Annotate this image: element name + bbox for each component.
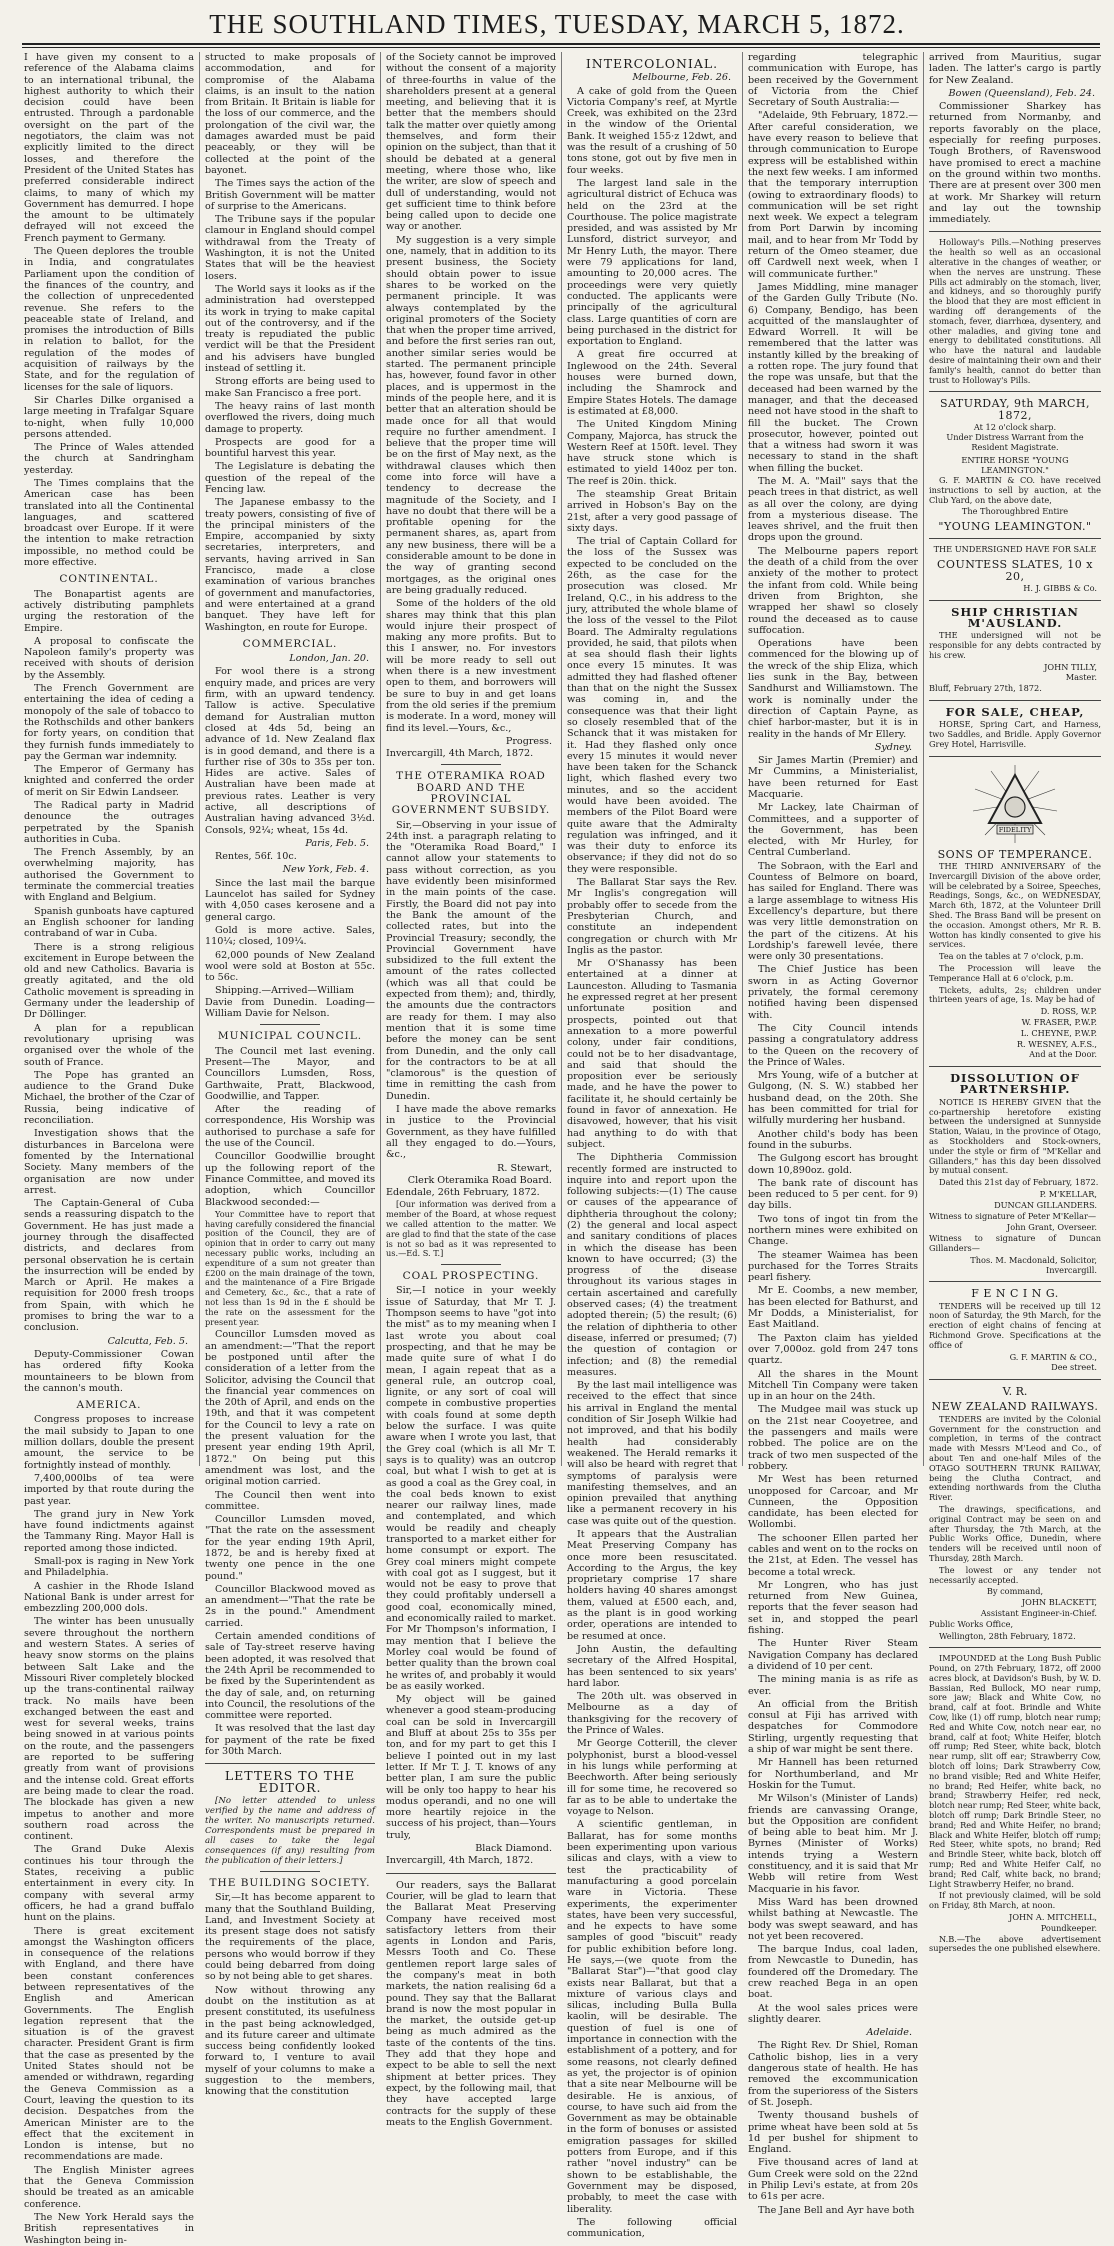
advert-auction-body: G. F. MARTIN & CO. have received instructions to sell by auction, at the Club Yard, on the above date, [929, 474, 1101, 505]
paragraph: Twenty thousand bushels of prime wheat have been sold at 5s 1d per bushel for shipment to England. [748, 2110, 918, 2156]
paragraph: The bank rate of discount has been reduced to 5 per cent. for 9) day bills. [748, 1177, 918, 1212]
paragraph: The heavy rains of last month overflowed the rivers, doing much damage to property. [205, 400, 375, 435]
paragraph: The Melbourne papers report the death of a child from the over anxiety of the mother to protect the infant from cold. While being driven from Brighton, she wrapped her shawl so closely round the deceased as to cause suffocation. [748, 545, 918, 636]
paragraph: Miss Ward has been drowned whilst bathing at Newcastle. The body was swept seaward, and has not yet been recovered. [748, 1896, 918, 1942]
paragraph: Now without throwing any doubt on the institution as at present constituted, its usefulness in the past being acknowledged, and its future career and ultimate success being confidently looked forward to, I venture to avail myself of your columns to make a suggestion to the members, knowing that the constitution [205, 1984, 375, 2098]
column-2 [205, 52, 375, 2098]
advert-fencing-signature-address: Dee street. [1051, 1362, 1097, 1373]
advert-auction-time: At 12 o'clock sharp. [973, 422, 1057, 432]
paragraph: Mr Wilson's (Minister of Lands) friends are canvassing Orange, but the Opposition are confident of being able to beat him. Mr J. Byrnes (Minister of Works) intends trying a Western constituency, and it is said that Mr Webb will retire from West Macquarie in his favor. [748, 1793, 918, 1895]
paragraph: All the shares in the Mount Mitchell Tin Company were taken up in an hour on the 24th. [748, 1368, 918, 1403]
paragraph: I have given my consent to a reference of the Alabama claims to an international tribunal, the highest authority to which their decision could have been entrusted. Through a pardonable oversight on the part of the negotiators, the claim was not explicitly limited to the direct losses, and therefore the President of the United States has preferred considerable indirect claims, to many of which my Government has demurred. I hope the amount to be ultimately defrayed will not exceed the French payment to Germany. [24, 52, 194, 244]
paragraph: Councillor Lumsden moved, "That the rate on the assessment for the year ending 19th April, 1872, be and is hereby fixed at twenty one pence in the one pound." [205, 1514, 375, 1582]
advert-dissolution-body: NOTICE IS HEREBY GIVEN that the co-partnership heretofore existing between the undersigned at Sunnyside Station, Waiau, in the province of Otago, as Stockholders and Stock-owners, under the style or firm of "M'Kellar and Gillanders," has this day been dissolved by mutual consent. [929, 1096, 1101, 1176]
section-heading-continental: CONTINENTAL. [59, 573, 159, 586]
advert-auction-sub: The Thoroughbred Entire [961, 506, 1069, 517]
advert-temperance-title: SONS OF TEMPERANCE. [937, 847, 1093, 861]
paragraph: It was resolved that the last day for payment of the rate be fixed for 30th March. [205, 1723, 375, 1758]
paragraph: Spanish gunboats have captured an English schooner for landing contraband of war in Cuba. [24, 905, 194, 940]
paragraph: The largest land sale in the agricultural district of Echuca was held on the 23rd at the Courthouse. The police magistrate presided, and was assisted by Mr Lunsford, district surveyor, and Mr Henry Luth, the mayor. There were 79 applications for land, amounting to 20,000 acres. The proceedings were very quietly conducted. The applicants were principally of the agricultural class. Large quantities of corn are being purchased in the district for exportation to England. [567, 177, 737, 348]
advert-railways-title: NEW ZEALAND RAILWAYS. [931, 1400, 1099, 1414]
paragraph: The Captain-General of Cuba sends a reassuring dispatch to the Government. He has just made a journey through the disaffected districts, and declares from personal observation he is certain the insurrection will be ended by March or April. He makes a requisition for 2000 fresh troops from Spain, with which he promises to bring the war to a conclusion. [24, 1198, 194, 1334]
paragraph: Prospects are good for a bountiful harvest this year. [205, 436, 375, 460]
paragraph: Five thousand acres of land at Gum Creek were sold on the 22nd in Philip Levi's estate, at from 20s to 61s per acre. [748, 2157, 918, 2203]
paragraph: James Middling, mine manager of the Garden Gully Tribute (No. 6) Company, Bendigo, has been acquitted of the manslaughter of Edward Worrell. It will be remembered that the latter was instantly killed by the breaking of a rotten rope. The jury found that the rope was unsafe, but that the deceased had been warned by the manager, and that the deceased need not have stood in the shaft to fill the bucket. The Crown prosecutor, however, pointed out that a witness had sworn it was necessary to stand in the shaft when filling the bucket. [748, 281, 918, 474]
advert-temperance-name: R. WESNEY, A.F.S., [1016, 1038, 1097, 1049]
advert-fencing-title: F E N C I N G. [971, 1287, 1059, 1301]
signature: R. Stewart, [497, 1162, 552, 1174]
paragraph: The Japanese embassy to the treaty powers, consisting of five of the principal ministers of the Empire, accompanied by sixty secretaries, interpreters, and servants, having arrived in San Francisco, made a close examination of various branches of government and manufactories, and were entertained at a grand banquet. They have left for Washington, en route for Europe. [205, 497, 375, 633]
paragraph: My suggestion is a very simple one, namely, that in addition to its present business, the Society should obtain power to issue shares to be worked on the permanent principle. It was always contemplated by the original promoters of the Society that when the proper time arrived, and before the first series ran out, another similar series would be started. The permanent principle has, however, found favor in other places, and is uppermost in the minds of the people here, and it is better that an alteration should be made once for all that would require no further amendment. I believe that the proper time will be on the first of May next, as the withdrawal clauses which then come into force will have a tendency to decrease the magnitude of the Society, and I have no doubt that there will be a profitable opening for the permanent shares, as, apart from any new business, there will be a considerable amount to be done in the way of granting second mortgages, as the original ones are being gradually reduced. [386, 234, 556, 596]
paragraph: The United Kingdom Mining Company, Majorca, has struck the Western Reef at 150ft. level. They have struck stone which is estimated to yield 140oz per ton. The reef is 20in. thick. [567, 419, 737, 487]
advert-ship-body: THE undersigned will not be responsible for any debts contracted by his crew. [929, 630, 1101, 660]
paragraph: The Prince of Wales attended the church at Sandringham yesterday. [24, 442, 194, 476]
advert-ship-signature: JOHN TILLY, [1044, 661, 1097, 672]
paragraph: Another child's body has been found in the suburbs. [748, 1128, 918, 1151]
paragraph: The World says it looks as if the administration had overstepped its work in trying to make capital out of the controversy, and if the treaty is repudiated the public verdict will be that the President and his advisers have bungled instead of settling it. [205, 283, 375, 375]
paragraph: The Times complains that the American case has been translated into all the Continental languages, and scattered broadcast over Europe. If it were the intention to make retraction impossible, no method could be more effective. [24, 477, 194, 569]
paragraph: Operations have been commenced for the blowing up of the wreck of the ship Eliza, which lies sunk in the Bay, between Sandhurst and Williamstown. The work is nominally under the direction of Captain Payne, as chief harbor-master, but it is in reality in the hands of Mr Ellery. [748, 638, 918, 740]
paragraph: I have made the above remarks in justice to the Provincial Government, as they have fulfilled all they engaged to do.—Yours, &c., [386, 1104, 556, 1161]
masthead-rule-thin [22, 47, 1100, 48]
paragraph: My object will be gained whenever a good steam-producing coal can be sold in Invercargill and Bluff at about 25s to 35s per ton, and for my part to get this I believe I pointed out in my last letter. If Mr T. J. T. knows of any better plan, I am sure the public will be only too happy to hear his modus operandi, and no one will more heartily rejoice in the success of his project, than—Yours truly, [386, 1694, 556, 1841]
advert-for-sale-title: FOR SALE, CHEAP, [945, 705, 1085, 720]
paragraph: The Legislature is debating the question of the repeal of the Fencing law. [205, 461, 375, 495]
separator [929, 756, 1101, 757]
advert-impounded-signature-title: Poundkeeper. [1040, 1922, 1097, 1933]
advert-impounded-signature: JOHN A. MITCHELL, [1009, 1912, 1097, 1923]
paragraph: The schooner Ellen parted her cables and went on to the rocks on the 21st, at Eden. The vessel has become a total wreck. [748, 1532, 918, 1578]
advert-ship-date: Bluff, February 27th, 1872. [929, 683, 1042, 694]
separator [929, 1066, 1101, 1067]
letter-heading-oteramika: THE OTERAMIKA ROAD BOARD AND THE PROVINCIAL GOVERNMENT SUBSIDY. [391, 770, 551, 817]
dateline: Melbourne, Feb. 26. [632, 72, 731, 84]
separator [929, 538, 1101, 539]
advert-dissolution-witness-name: John Grant, Overseer. [1006, 1222, 1097, 1233]
paragraph: Certain amended conditions of sale of Tay-street reserve having been adopted, it was resolved that the 24th April be recommended to be fixed by the Superintendent as the day of sale, and, on returning into Council, the resolutions of the committee were reported. [205, 1631, 375, 1722]
advert-dissolution-title: DISSOLUTION OF PARTNERSHIP. [950, 1071, 1080, 1097]
paragraph: 7,400,000lbs of tea were imported by that route during the past year. [24, 1472, 194, 1507]
section-heading-intercolonial: INTERCOLONIAL. [585, 56, 719, 71]
paragraph: Mr West has been returned unopposed for Carcoar, and Mr Cunneen, the Opposition candidate, has been elected for Wollombi. [748, 1474, 918, 1531]
paragraph: The Gulgong escort has brought down 10,890oz. gold. [748, 1153, 918, 1176]
advert-auction-date: SATURDAY, 9th MARCH, 1872, [940, 397, 1090, 422]
paragraph: The Times says the action of the British Government will be matter of surprise to the Americans. [205, 178, 375, 212]
paragraph: John Austin, the defaulting secretary of the Alfred Hospital, has been sentenced to six years' hard labor. [567, 1643, 737, 1689]
paragraph: After the reading of correspondence, His Worship was authorised to purchase a safe for the use of the Council. [205, 1104, 375, 1150]
dateline: Invercargill, 4th March, 1872. [386, 1855, 534, 1867]
column-5 [748, 52, 918, 2216]
paragraph: Mr Lackey, late Chairman of Committees, and a supporter of the Government, has been elected, with Mr Hurley, for Central Cumberland. [748, 802, 918, 859]
separator [929, 231, 1101, 232]
separator [260, 1871, 320, 1872]
advert-impounded-note: N.B.—The above advertisement supersedes the one published elsewhere. [929, 1933, 1101, 1954]
paragraph: Shipping.—Arrived—William Davie from Dunedin. Loading—William Davie for Nelson. [205, 985, 375, 1020]
paragraph: The Pope has granted an audience to the Grand Duke Michael, the brother of the Czar of Russia, being indicative of reconciliation. [24, 1069, 194, 1127]
paragraph: A scientific gentleman, in Ballarat, has for some months been experimenting upon various silicas and clays, with a view to test the practicability of manufacturing a good porcelain ware in Victoria. These experiments, the experimenter states, have been very successful, and he expects to have some samples of good "biscuit" ready for public exhibition before long. He says,—(we quote from the "Ballarat Star")—"that good clay exists near Ballarat, but that a mixture of various clays and silicas, including Bulla Bulla kaolin, will be desirable. The question of fuel is one of importance in connection with the establishment of a pottery, and for some reasons, not clearly defined as yet, the projector is of opinion that a site near Melbourne will be desirable. He is anxious, of course, to have such aid from the Government as may be obtainable in the form of bonuses or assisted emigration passages for skilled potters from Europe, and if this rather "novel industry" can be shown to be establishable, the Government may be disposed, probably, to meet the case with liberality. [567, 1819, 737, 2215]
editor-note: [No letter attended to unless verified by the name and address of the writer. No manuscripts returned. Correspondents must be prepared in all cases to take the legal consequences (if any) resulting from the publication of their letters.] [205, 1795, 375, 1866]
advert-railways-body: TENDERS are invited by the Colonial Government for the construction and completion, in terms of the contract made with Messrs M'Leod and Co., of about Ten and one-half Miles of the OTAGO SOUTHERN TRUNK RAILWAY, being the Clutha Contract, and extending northwards from the Clutha River. [929, 1413, 1101, 1503]
advert-railways-signature: JOHN BLACKETT, [1021, 1597, 1097, 1608]
paragraph: Mr E. Coombs, a new member, has been elected for Bathurst, and Mr Dodds, a Ministerialist, for East Maitland. [748, 1285, 918, 1331]
column-rule [199, 52, 200, 1466]
separator [205, 1763, 375, 1764]
paragraph: The Radical party in Madrid denounce the outrages perpetrated by the Spanish authorities in Cuba. [24, 800, 194, 845]
paragraph: The Paxton claim has yielded over 7,000oz. gold from 247 tons quartz. [748, 1332, 918, 1367]
advert-railways-signature-title: Assistant Engineer-in-Chief. [980, 1607, 1097, 1618]
paragraph: Commissioner Sharkey has returned from Normanby, and reports favorably on the place, especially for reefing purposes. Tough Brothers, of Ravenswood have promised to erect a machine on the ground within two months. There are at present over 300 men at work. Mr Sharkey will return and lay out the township immediately. [929, 101, 1101, 226]
paragraph: Gold is more active. Sales, 110¼; closed, 109¼. [205, 924, 375, 948]
advert-temperance-tickets: Tickets, adults, 2s; children under thirteen years of age, 1s. May be had of [929, 984, 1101, 1005]
paragraph: An official from the British consul at Fiji has arrived with despatches for Commodore Stirling, urgently requesting that a ship of war might be sent there. [748, 1698, 918, 1756]
paragraph: The Council met last evening. Present—The Mayor, and Councillors Lumsden, Ross, Garthwaite, Pratt, Blackwood, Goodwillie, and Tapper. [205, 1045, 375, 1102]
advert-slates-body: THE UNDERSIGNED HAVE FOR SALE [933, 544, 1097, 555]
masthead: THE SOUTHLAND TIMES, TUESDAY, MARCH 5, 1872. [209, 9, 905, 39]
advert-railways-body: The lowest or any tender not necessarily accepted. [929, 1564, 1101, 1585]
section-heading-commercial: COMMERCIAL. [242, 637, 338, 650]
paragraph: The Bonapartist agents are actively distributing pamphlets urging the restoration of the Empire. [24, 588, 194, 634]
paragraph: structed to make proposals of accommodation, and for compromise of the Alabama claims, is an insult to the nation from Britain. It Britain is liable for the loss of our commerce, and the prolongation of the civil war, the damages awarded must be paid peaceably, or they will be collected at the point of the bayonet. [205, 52, 375, 176]
paragraph: The Jane Bell and Ayr have both [758, 2204, 915, 2216]
advert-railways-royal-mark: V. R. [1002, 1385, 1028, 1399]
advert-railways-office: Public Works Office, [929, 1618, 1014, 1629]
temperance-emblem-icon [969, 763, 1061, 845]
paragraph: The Tribune says if the popular clamour in England should compel withdrawal from the Treaty of Washington, it is not the United States that will be the heaviest losers. [205, 214, 375, 282]
paragraph: The Ballarat Star says the Rev. Mr Inglis's congregation will probably offer to secede from the Presbyterian Church, and constitute an independent congregation or church with Mr Inglis as the pastor. [567, 877, 737, 956]
paragraph: Rentes, 56f. 10c. [215, 851, 297, 863]
separator [441, 764, 501, 765]
section-heading-municipal: MUNICIPAL COUNCIL. [217, 1030, 363, 1043]
paragraph: of the Society cannot be improved without the consent of a majority of three-fourths in value of the shareholders present at a general meeting, and believing that it is better that the members should talk the matter over quietly among themselves, and form their opinion on the subject, than that it should be debated at a general meeting, where those who, like the writer, are slow of speech and dull of understanding, would not get sufficient time to think before being called upon to decide one way or another. [386, 52, 556, 233]
paragraph: Small-pox is raging in New York and Philadelphia. [24, 1556, 194, 1579]
dateline: Invercargill, 4th March, 1872. [386, 748, 534, 760]
paragraph: At the wool sales prices were slightly dearer. [748, 2002, 918, 2025]
paragraph: The Right Rev. Dr Shiel, Roman Catholic bishop, lies in a very dangerous state of health. He has removed the excommunication from the superioress of the Sisters of St. Joseph. [748, 2040, 918, 2108]
paragraph: arrived from Mauritius, sugar laden. The latter's cargo is partly for New Zealand. [929, 52, 1101, 86]
advert-slates-title: COUNTESS SLATES, 10 x 20, [937, 558, 1093, 583]
paragraph: A plan for a republican revolutionary uprising was organised over the whole of the south of France. [24, 1022, 194, 1068]
paragraph: Sir Charles Dilke organised a large meeting in Trafalgar Square to-night, when fully 10,000 persons attended. [24, 394, 194, 440]
dateline: Calcutta, Feb. 5. [107, 1335, 188, 1347]
masthead-rule [22, 43, 1100, 45]
column-1 [24, 52, 194, 2246]
advert-temperance-body: THE THIRD ANNIVERSARY of the Invercargill Division of the above order, will be celebrated by a Soiree, Speeches, Readings, Songs, &c., on WEDNESDAY, March 6th, 1872, at the Volunteer Drill Shed. The Brass Band will be present on the occasion. Amongst others, Mr R. B. Wotton has kindly consented to give his services. [929, 861, 1101, 950]
paragraph: The French Assembly, by an overwhelming majority, has authorised the Government to terminate the commercial treaties with England and Belgium. [24, 847, 194, 904]
advert-dissolution-witness-name: Thos. M. Macdonald, Solicitor, Invercargill. [970, 1254, 1097, 1275]
advert-auction-warrant: Under Distress Warrant from the Resident Magistrate. [946, 431, 1084, 452]
paragraph: The mining mania is as rife as ever. [748, 1674, 918, 1697]
paragraph: For wool there is a strong enquiry made, and prices are very firm, with an upward tendency. Tallow is active. Speculative demand for Australian mutton closed at 4ds 5d, being an advance of 1d. New Zealand flax is in good demand, and there is a further rise of 30s to 35s per ton. Hides are active. Sales of Australian have been made at previous rates. Leather is very active, all descriptions of Australian having advanced 3½d. Consols, 92¼; wheat, 15s 4d. [205, 666, 375, 836]
dateline: Paris, Feb. 5. [305, 837, 369, 849]
paragraph: Two tons of ingot tin from the northern mines were exhibited on Change. [748, 1213, 918, 1248]
column-rule [380, 52, 381, 1466]
advert-auction-title: ENTIRE HORSE "YOUNG LEAMINGTON." [961, 455, 1069, 476]
column-rule [561, 52, 562, 1466]
paragraph: The Council then went into committee. [205, 1489, 375, 1512]
paragraph: Councillor Lumsden moved as an amendment:—"That the report be postponed until after the consideration of a letter from the Solicitor, advising the Council that the financial year commences on the 20th of April, and ends on the 19th, and that it was competent for the Council to levy a rate on the present valuation for the present year ending 19th April, 1872." On being put this amendment was lost, and the original motion carried. [205, 1329, 375, 1488]
emblem-text: FIDELITY [998, 825, 1032, 834]
advert-temperance-name: W. FRASER, P.W.P. [1021, 1016, 1097, 1027]
paragraph: Councillor Blackwood moved as an amendment—"That the rate be 2s in the pound." Amendment carried. [205, 1583, 375, 1629]
paragraph: Mr Longren, who has just returned from New Guinea, reports that the fever season had set in, and stopped the pearl fishing. [748, 1579, 918, 1637]
paragraph: There is a strong religious excitement in Europe between the old and new Catholics. Bavaria is greatly agitated, and the old Catholic movement is spreading in Germany under the leadership of Dr Döllinger. [24, 941, 194, 1021]
paragraph: The Sobraon, with the Earl and Countess of Belmore on board, has sailed for England. There was a large assemblage to witness His Excellency's departure, but there was very little demonstration on the part of the citizens. At his Lordship's farewell levée, there were only 30 presentations. [748, 860, 918, 963]
paragraph: The steamship Great Britain arrived in Hobson's Bay on the 21st, after a very good passage of sixty days. [567, 488, 737, 534]
dateline: Edendale, 26th February, 1872. [386, 1187, 540, 1199]
advert-railways-date: Wellington, 28th February, 1872. [939, 1630, 1076, 1641]
separator [929, 1379, 1101, 1380]
paragraph: The steamer Waimea has been purchased for the Torres Straits pearl fishery. [748, 1249, 918, 1284]
advert-dissolution-signature: P. M'KELLAR, [1039, 1188, 1097, 1199]
paragraph: The trial of Captain Collard for the loss of the Sussex was expected to be concluded on the 26th, as the case for the prosecution was closed. Mr Ireland, Q.C., in his address to the jury, attributed the whole blame of the loss of the vessel to the Pilot Board. The Admiralty regulations provided, he said, that pilots when at sea should flash their lights once every 15 minutes. It was admitted they had flashed oftener than that on the night the Sussex was coming in, and the consequence was that their light so closely resembled that of the Schanck that it was mistaken for it. Had they flashed only once every 15 minutes it would never have been taken for the Schanck light, which flashed every two minutes, and so the accident would have been avoided. The members of the Pilot Board were quite aware that the Admiralty regulation was infringed, and it was their duty to enforce its observance; if they did not do so they were responsible. [567, 536, 737, 875]
paragraph: Since the last mail the barque Launcelot has sailed for Sydney with 4,050 cases kerosene and a general cargo. [205, 877, 375, 923]
signature: Black Diamond. [475, 1843, 552, 1855]
paragraph: The Grand Duke Alexis continues his tour through the States, receiving a public entertainment in every city. In company with several army officers, he had a grand buffalo hunt on the plains. [24, 1844, 194, 1924]
advert-railways-by-command: By command, [986, 1586, 1044, 1597]
paragraph: Mrs Young, wife of a butcher at Gulgong, (N. S. W.) stabbed her husband dead, on the 20th. She has been committed for trial for wilfully murdering her husband. [748, 1070, 918, 1127]
paragraph: "Adelaide, 9th February, 1872.—After careful consideration, we have every reason to believe that through communication to Europe express will be established within the next few weeks. I am informed that the temporary interruption (owing to extraordinary floods) to communication will be set right next week. We expect a telegram from Port Darwin by incoming mail, and to hear from Mr Todd by return of the Omeo steamer, due off Cardwell next week, when I will communicate further." [748, 110, 918, 280]
advert-temperance-tea: Tea on the tables at 7 o'clock, p.m. [939, 951, 1084, 962]
editor-note: [Our information was derived from a member of the Board, at whose request we called attention to the matter. We are glad to find that the state of the case is not so bad as it was represented to us.—Ed. S. T.] [386, 1199, 556, 1259]
paragraph: A great fire occurred at Inglewood on the 24th. Several houses were burned down, including the Shamrock and Empire States Hotels. The damage is estimated at £8,000. [567, 349, 737, 417]
paragraph: Congress proposes to increase the mail subsidy to Japan to one million dollars, double the present amount, the service to be fortnightly instead of monthly. [24, 1414, 194, 1471]
advert-dissolution-signature: DUNCAN GILLANDERS. [994, 1199, 1097, 1210]
paragraph: Deputy-Commissioner Cowan has ordered fifty Kooka mountaineers to be blown from the cannon's mouth. [24, 1348, 194, 1394]
paragraph: Councillor Goodwillie brought up the following report of the Finance Committee, and moved its adoption, which Councillor Blackwood seconded:— [205, 1151, 375, 1208]
paragraph: Strong efforts are being used to make San Francisco a free port. [205, 376, 375, 399]
advert-temperance-name: D. ROSS, W.P. [1040, 1006, 1097, 1017]
signature-title: Clerk Oteramika Road Board. [407, 1174, 552, 1186]
separator [386, 1873, 556, 1874]
advert-ship-signature-title: Master. [1065, 672, 1097, 683]
dateline: Bowen (Queensland), Feb. 24. [948, 87, 1095, 99]
advert-holloways-pills: Holloway's Pills.—Nothing preserves the health so well as an occasional alterative in the changes of weather, or when the nerves are unstrung. These Pills act admirably on the stomach, liver, and kidneys, and so thoroughly purify the blood that they are most efficient in warding off derangements of the stomach, fever, diarrhœa, dysentery, and other maladies, and giving tone and energy to debilitated constitutions. All who have the natural and laudable desire of maintaining their own and their family's health, cannot do better than trust to Holloway's Pills. [929, 237, 1101, 385]
paragraph: By the last mail intelligence was received to the effect that since his arrival in England the mental condition of Sir Joseph Wilkie had not improved, and that his bodily health had considerably weakened. The Herald remarks it will also be heard with regret that symptoms of paralysis were manifesting themselves, and an opinion prevailed that anything like a permanent recovery in his case was quite out of the question. [567, 1380, 737, 1527]
paragraph: regarding telegraphic communication with Europe, has been received by the Government of Victoria from the Chief Secretary of South Australia:— [748, 52, 918, 109]
paragraph: Sir,—Observing in your issue of 24th inst. a paragraph relating to the "Oteramika Road Board," I cannot allow your statements to pass without correction, as you have evidently been misinformed in the main points of the case. Firstly, the Board did not pay into the Bank the amount of the collected rates, but into the Provincial Treasury; secondly, the Provincial Government have subsidized to the full extent the amount of the rates collected (which was all that could be expected from them); and, thirdly, the amounts due the contractors are ready for them. I may also mention that it is some time before the money can be sent from Dunedin, and the only call for the contractors to be at all "clamorous" is the question of time in remitting the cash from Dunedin. [386, 819, 556, 1102]
paragraph: The grand jury in New York have found indictments against the Tammany Ring. Mayor Hall is reported among those indicted. [24, 1508, 194, 1554]
separator [441, 1264, 501, 1265]
separator [929, 700, 1101, 701]
column-3 [386, 52, 556, 2128]
separator [260, 1024, 320, 1025]
paragraph: Some of the holders of the old shares may think that this plan would injure their prospect of making any more profits. But to this I answer, no. For investors will be more ready to sell out when there is a new investment open to them, and borrowers will be sure to buy in and get loans from the old series if the premium is moderate. In a word, money will find its level.—Yours, &c., [386, 598, 556, 734]
advert-temperance-procession: The Procession will leave the Temperance Hall at 6 o'clock, p.m. [929, 962, 1101, 983]
paragraph: The Queen deplores the trouble in India, and congratulates Parliament upon the condition of the finances of the country, and the collection of unprecedented revenue. She refers to the peaceable state of Ireland, and promises the introduction of Bills in relation to ballot, for the regulation of the modes of acquisition of railways by the State, and for the regulation of licenses for the sale of liquors. [24, 246, 194, 393]
advert-auction-horse-name: "YOUNG LEAMINGTON." [938, 520, 1092, 534]
paragraph: The Diphtheria Commission recently formed are instructed to inquire into and report upon the following subjects:—(1) The cause or causes of the appearance of diphtheria throughout the colony; (2) the general and local aspect and sanitary conditions of places in which the disease has been known to have occurred; (3) the progress of the disease throughout its various stages in certain ascertained and carefully observed cases; (4) the treatment adopted therein; (5) the result; (6) the relation of diphtheria to other disease, inferred or presumed; (7) the question of contagion or infection; and (8) the remedial measures. [567, 1152, 737, 1378]
advert-temperance-name: And at the Door. [1029, 1049, 1097, 1060]
separator [929, 1647, 1101, 1648]
paragraph: Sir,—I notice in your weekly issue of Saturday, that Mr T. J. Thompson seems to have "got into the mist" as to my meaning when I last wrote you about coal prospecting, and that he may be made quite sure of what I do mean, I again repeat that as a general rule, an outcrop coal, lignite, or any sort of coal will compete in combustive properties with coals found at some depth below the surface. I was quite aware when I wrote you last, that the Grey coal (which is all Mr T. says is to quality) was an outcrop coal, but what I wish to get at is as good a coal as the Grey coal, in the coal beds known to exist nearer our railway lines, made and contemplated, and which would be readily and cheaply transported to a market either for home consumpt or export. The Grey coal miners might compete with coal got as I suggest, but it would not be easy to prove that they could profitably undersell a good coal, economically mined, and economically railed to market. For Mr Thompson's information, I may mention that I believe the Morley coal would be found of better quality than the brown coal he writes of, and probably it would be as easily worked. [386, 1285, 556, 1692]
advert-dissolution-witness: Witness to signature of Duncan Gillanders— [929, 1233, 1101, 1253]
paragraph: The Mudgee mail was stuck up on the 21st near Cooyetree, and the passengers and mails were robbed. The police are on the track of two men suspected of the robbery. [748, 1404, 918, 1472]
advert-temperance-name: L. CHEYNE, P.W.P. [1020, 1027, 1097, 1038]
advert-for-sale-body: HORSE, Spring Cart, and Harness, two Saddles, and Bridle. Apply Governor Grey Hotel, Harrisville. [929, 719, 1101, 749]
separator [929, 1281, 1101, 1282]
column-rule [923, 52, 924, 1466]
paragraph: The 20th ult. was observed in Melbourne as a day of thanksgiving for the recovery of the Prince of Wales. [567, 1691, 737, 1737]
paragraph: It appears that the Australian Meat Preserving Company has once more been resuscitated. According to the Argus, the key proprietary comprise 17 share holders having 40 shares amongst them, valued at £500 each, and, as the plant is in good working order, operations are intended to be resumed at once. [567, 1529, 737, 1642]
paragraph: Sir,—It has become apparent to many that the Southland Building, Land, and Investment Society at its present stage does not satisfy the requirements of the place, persons who would borrow if they could being debarred from doing so by not being able to get shares. [205, 1892, 375, 1983]
signature: Progress. [505, 735, 552, 747]
paragraph: The M. A. "Mail" says that the peach trees in that district, as well as all over the colony, are dying from a mysterious disease. The leaves shrivel, and the fruit then drops upon the ground. [748, 475, 918, 544]
paragraph: The winter has been unusually severe throughout the northern and western States. A series of heavy snow storms on the plains between Salt Lake and the Missouri River completely blocked up the trans-continental railway track. No mails have been exchanged between the east and west for several weeks, trains being snowed in at various points on the route, and the passengers are reported to be suffering greatly from want of provisions and the intense cold. Great efforts are being made to clear the road. The blockade has given a new impetus to another and more southern road across the continent. [24, 1616, 194, 1843]
advert-fencing-signature: G. F. MARTIN & CO., [1009, 1351, 1097, 1362]
column-rule [742, 52, 743, 1466]
section-heading-letters: LETTERS TO THE EDITOR. [224, 1768, 356, 1795]
paragraph: There is great excitement amongst the Washington officers in consequence of the relations with England, and there have been constant conferences between representatives of the English and American Governments. The English legation represent that the situation is of the gravest character. President Grant is firm that the case as presented by the United States should not be amended or withdrawn, regarding the Geneva Commission as a Court, leaving the question to its decision. Despatches from the American Minister are to the effect that the excitement in London is intense, but no recommendations are made. [24, 1925, 194, 2163]
paragraph: The Chief Justice has been sworn in as Acting Governor privately, the formal ceremony notified having been dispensed with. [748, 964, 918, 1021]
paragraph: The New York Herald says the British representatives in Washington being in- [24, 2211, 194, 2246]
paragraph: The City Council intends passing a congratulatory address to the Queen on the recovery of the Prince of Wales. [748, 1022, 918, 1068]
paragraph: A proposal to confiscate the Napoleon family's property was received with shouts of derision by the Assembly. [24, 635, 194, 681]
paragraph: Mr O'Shanassy has been entertained at a dinner at Launceston. Alluding to Tasmania he expressed regret at her present unfortunate position and prospects, pointed out that annexation to a more powerful colony, under fair conditions, could not be to her disadvantage, and said that should the proposition ever be seriously made, and he have the power to facilitate it, he should certainly be found in favor of annexation. He disavowed, however, that his visit had anything to do with that subject. [567, 958, 737, 1150]
advert-impounded-body: IMPOUNDED at the Long Bush Public Pound, on 27th February, 1872, off 2000 acres block, at Davidson's Bush, by W. D. Bassian, Red Bullock, MO near rump, sore jaw; Black and White Cow, no brand, calf at foot. Brindle and White Cow, like (1) off rump, blotch near rump; Red and White Cow, notch near ear, no brand, calf at foot; White Heifer, blotch off rump; Red Steer, white back, blotch near rump, slit off ear; Strawberry Cow, blotch off loins; Dark Strawberry Cow, no brand visible; Red and White Heifer, no brand; Red Heifer, white back, no brand; Strawberry Heifer, red neck, blotch near rump; Red Steer, white back, blotch off rump; Dark Brindle Steer, no brand; Red and White Heifer, no brand; Black and White Heifer, blotch off rump; Red Steer, white spots, no brand; Red and Brindle Steer, white back, blotch off rump; Red and White Heifer Calf, no brand; Red Calf, white back, no brand; Light Strawberry Heifer, no brand. [929, 1653, 1101, 1889]
advert-impounded-sale: If not previously claimed, will be sold on Friday, 8th March, at noon. [929, 1890, 1101, 1911]
column-6-advertisements [929, 52, 1101, 1954]
paragraph: 62,000 pounds of New Zealand wool were sold at Boston at 55c. to 56c. [205, 949, 375, 984]
paragraph: The barque Indus, coal laden, from Newcastle to Dunedin, has foundered off the Dromedary. The crew reached Bega in an open boat. [748, 1944, 918, 2001]
paragraph: The English Minister agrees that the Geneva Commission should be treated as an amicable conference. [24, 2164, 194, 2210]
paragraph: Mr Hannell has been returned for Northumberland, and Mr Hoskin for the Tumut. [748, 1757, 918, 1791]
separator [929, 391, 1101, 392]
section-heading-america: AMERICA. [76, 1399, 142, 1412]
letter-heading-coal: COAL PROSPECTING. [402, 1270, 540, 1283]
paragraph: The Hunter River Steam Navigation Company has declared a dividend of 10 per cent. [748, 1638, 918, 1672]
separator [929, 600, 1101, 601]
paragraph: Investigation shows that the disturbances in Barcelona were fomented by the International Society. Many members of the organisation are now under arrest. [24, 1128, 194, 1196]
paragraph: A cashier in the Rhode Island National Bank is under arrest for embezzling 200,000 dols. [24, 1580, 194, 1615]
advert-dissolution-date: Dated this 21st day of February, 1872. [939, 1177, 1099, 1188]
paragraph: A cake of gold from the Queen Victoria Company's reef, at Myrtle Creek, was exhibited on the 23rd in the window of the Oriental Bank. It weighed 155·z 12dwt, and was the result of a crushing of 50 tons stone, got out by five men in four weeks. [567, 85, 737, 176]
dateline: New York, Feb. 4. [282, 864, 369, 876]
advert-slates-signature: H. J. GIBBS & Co. [1023, 582, 1097, 593]
advert-dissolution-witness: Witness to signature of Peter M'Kellar— [929, 1210, 1097, 1221]
paragraph: The following official communication, [567, 2216, 737, 2240]
letter-heading-building-society: THE BUILDING SOCIETY. [209, 1876, 371, 1889]
paragraph: The Emperor of Germany has knighted and conferred the order of merit on Sir Edwin Landseer. [24, 764, 194, 798]
paragraph: The French Government are entertaining the idea of ceding a monopoly of the sale of tobacco to the Rothschilds and other bankers for forty years, on condition that they furnish funds immediately to pay the German war indemnity. [24, 683, 194, 762]
paragraph: Sir James Martin (Premier) and Mr Cummins, a Ministerialist, have been returned for East Macquarie. [748, 755, 918, 800]
dateline: Adelaide. [866, 2027, 912, 2039]
advert-ship-title: SHIP CHRISTIAN M'AUSLAND. [951, 604, 1079, 630]
dateline: London, Jan. 20. [289, 653, 369, 665]
dateline: Sydney. [874, 741, 912, 753]
advert-railways-body: The drawings, specifications, and original Contract may be seen on and after Thursday, the 7th March, at the Public Works Office, Dunedin, where tenders will be received until noon of Thursday, 28th March. [929, 1503, 1101, 1563]
paragraph: Our readers, says the Ballarat Courier, will be glad to learn that the Ballarat Meat Preserving Company have received most satisfactory letters from their agents in London and Paris, Messrs Tooth and Co. These gentlemen report large sales of the company's meat in both markets, the nation realising 6d a pound. They say that the Ballarat brand is now the most popular in the market, the outside get-up being as much admired as the taste of the contents of the tins. They add that they hope and expect to be able to sell the next shipment at better prices. They expect, by the following mail, that they have accepted large contracts for the supply of these meats to the English Government. [386, 1879, 556, 2128]
report-quote: Your Committee have to report that having carefully considered the financial position of the Council, they are of opinion that in order to carry out many necessary public works, including an expenditure of a sum not greater than £200 on the main drainage of the town, and the maintenance of a Fire Brigade and Cemetery, &c., &c., that a rate of not less than 1s 9d in the £ should be the rate on the assessment for the present year. [205, 1208, 375, 1327]
paragraph: Mr George Cotterill, the clever polyphonist, burst a blood-vessel in his lungs while performing at Beechworth. After being seriously ill for some time, he recovered so far as to be able to undertake the voyage to Nelson. [567, 1738, 737, 1818]
advert-fencing-body: TENDERS will be received up till 12 noon of Saturday, the 9th March, for the erection of eight chains of fencing at Richmond Grove. Specifications at the office of [929, 1300, 1101, 1350]
column-4 [567, 52, 737, 2240]
